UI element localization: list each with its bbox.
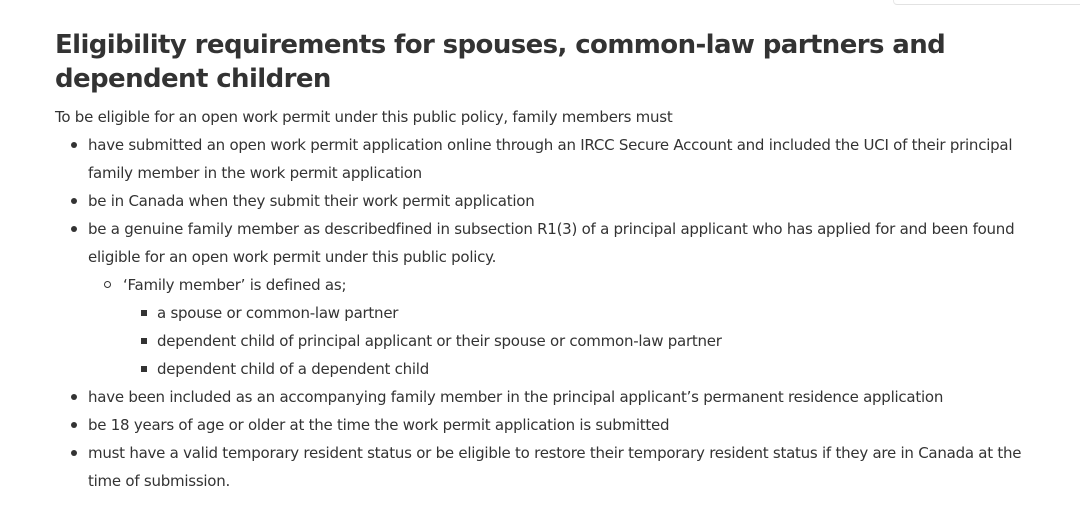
article-content bbox=[55, 28, 1055, 495]
requirement-text: have submitted an open work permit application online through an IRCC Secure Account and included the UCI of their principal family member in the work permit application bbox=[88, 136, 1013, 182]
list-item bbox=[55, 215, 1055, 383]
requirement-text: have been included as an accompanying family member in the principal applicant’s permanent residence application bbox=[88, 388, 944, 406]
family-member-definition-label: ‘Family member’ is defined as; bbox=[123, 276, 347, 294]
page-title: Eligibility requirements for spouses, common-law partners and dependent children bbox=[55, 30, 946, 94]
sublist-item bbox=[88, 271, 1055, 383]
family-member-type bbox=[123, 327, 1055, 355]
intro-text: To be eligible for an open work permit under this public policy, family members must bbox=[55, 108, 673, 126]
list-item bbox=[55, 439, 1055, 495]
list-item bbox=[55, 411, 1055, 439]
list-item bbox=[55, 131, 1055, 187]
family-member-sublist bbox=[88, 271, 1055, 383]
family-member-type-text: dependent child of principal applicant or their spouse or common-law partner bbox=[157, 332, 722, 350]
requirement-text: be 18 years of age or older at the time the work permit application is submitted bbox=[88, 416, 670, 434]
requirement-text: be in Canada when they submit their work permit application bbox=[88, 192, 535, 210]
list-item bbox=[55, 383, 1055, 411]
list-item bbox=[55, 187, 1055, 215]
top-panel-edge bbox=[893, 0, 1080, 5]
family-member-type-text: dependent child of a dependent child bbox=[157, 360, 430, 378]
requirements-list bbox=[55, 131, 1055, 495]
requirement-text: be a genuine family member as describedfined in subsection R1(3) of a principal applicant who has applied for and been found eligible for an open work permit under this public policy. bbox=[88, 220, 1015, 266]
family-member-type bbox=[123, 299, 1055, 327]
family-member-types-list bbox=[123, 299, 1055, 383]
requirement-text: must have a valid temporary resident status or be eligible to restore their temporary resident status if they are in Canada at the time of submission. bbox=[88, 444, 1022, 490]
family-member-type bbox=[123, 355, 1055, 383]
family-member-type-text: a spouse or common-law partner bbox=[157, 304, 399, 322]
